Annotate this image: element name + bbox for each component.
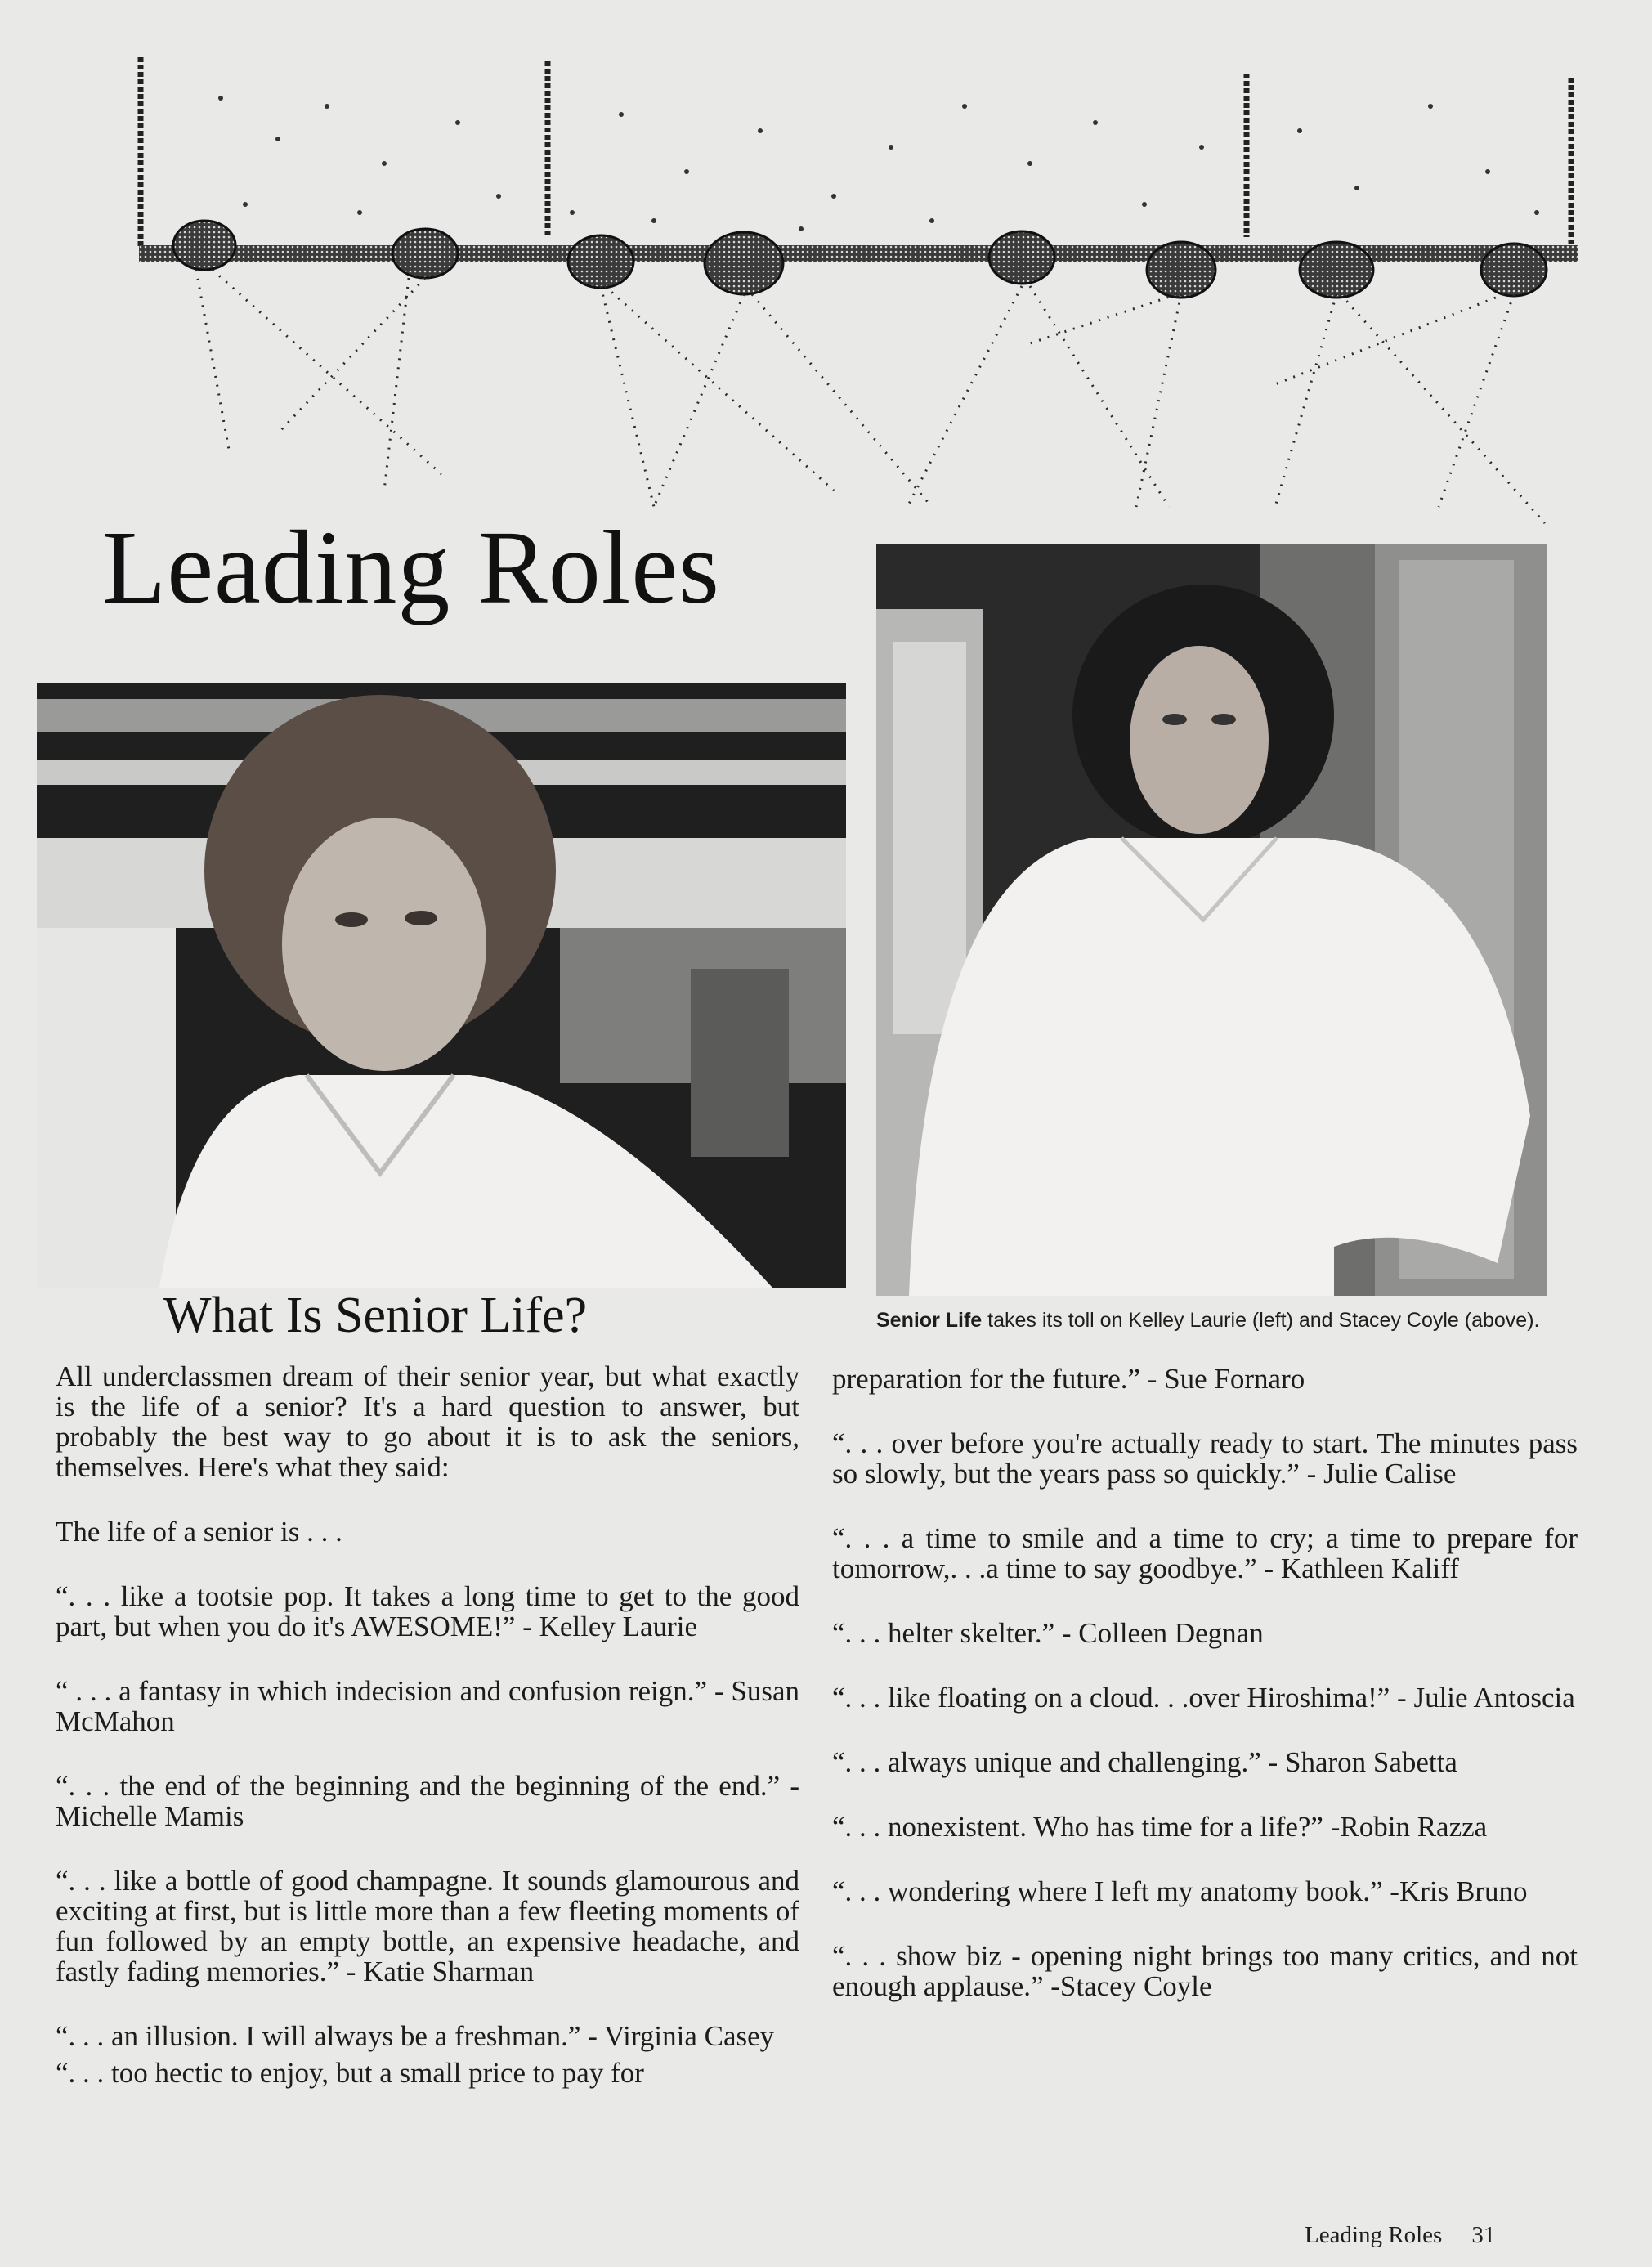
quote: “. . . too hectic to enjoy, but a small price to pay for — [56, 2057, 644, 2089]
rail-posts — [141, 57, 1571, 249]
quote: “. . . always unique and challenging.” - Sharon Sabetta — [832, 1746, 1457, 1778]
page-title: Leading Roles — [102, 509, 720, 625]
quote: “. . . helter skelter.” - Colleen Degnan — [832, 1617, 1264, 1649]
quote: “. . . like floating on a cloud. . .over Hiroshima!” - Julie Antoscia — [832, 1682, 1575, 1714]
quote: “. . . an illusion. I will always be a freshman.” - Virginia Casey — [56, 2020, 775, 2052]
dust-dots — [218, 96, 1539, 231]
page-number: 31 — [1471, 2222, 1496, 2248]
quote: “. . . show biz - opening night brings too many critics, and not enough applause.” -Stacey Coyle — [832, 1940, 1578, 2002]
quote: “. . . like a bottle of good champagne. It sounds glamourous and exciting at first, but is little more than a few fleeting moments of fun followed by an empty bottle, an expensive headache, and fastly fading memories.” - Katie Sharman — [56, 1865, 799, 1987]
dotted-ropes — [196, 270, 1545, 523]
quote: “. . . wondering where I left my anatomy book.” -Kris Bruno — [832, 1875, 1528, 1907]
article-column-right — [832, 1364, 1578, 2036]
page-footer — [1305, 2222, 1495, 2249]
caption-lead: Senior Life — [876, 1309, 983, 1332]
quote: “. . . over before you're actually ready to start. The minutes pass so slowly, but the years pass so quickly.” - Julie Calise — [832, 1427, 1578, 1490]
photo-kelley-laurie-icon — [37, 683, 846, 1288]
quote: “. . . nonexistent. Who has time for a life?” -Robin Razza — [832, 1811, 1488, 1843]
rope-rail-illustration — [114, 49, 1610, 540]
caption-text: takes its toll on Kelley Laurie (left) and Stacey Coyle (above). — [982, 1309, 1540, 1332]
article-lead-in: The life of a senior is . . . — [56, 1516, 342, 1548]
article-column-left — [56, 1361, 799, 2122]
photo-right — [876, 544, 1547, 1296]
quote: “. . . the end of the beginning and the beginning of the end.” - Michelle Mamis — [56, 1770, 799, 1832]
article-heading: What Is Senior Life? — [163, 1288, 588, 1343]
quote: preparation for the future.” - Sue Fornaro — [832, 1363, 1305, 1395]
article-intro: All underclassmen dream of their senior year, but what exactly is the life of a senior? It's a hard question to answer, but probably the best way to go about it is to ask the seniors, themselves. Here's what they said: — [56, 1360, 799, 1483]
footer-section: Leading Roles — [1305, 2222, 1443, 2248]
photo-caption — [876, 1308, 1540, 1333]
photo-stacey-coyle-icon — [876, 544, 1547, 1296]
quote: “. . . like a tootsie pop. It takes a long time to get to the good part, but when you do it's AWESOME!” - Kelley Laurie — [56, 1580, 799, 1642]
photo-left — [37, 683, 846, 1288]
quote: “. . . a time to smile and a time to cry; a time to prepare for tomorrow,. . .a time to say goodbye.” - Kathleen Kaliff — [832, 1522, 1578, 1584]
quote: “ . . . a fantasy in which indecision and confusion reign.” - Susan McMahon — [56, 1675, 799, 1737]
